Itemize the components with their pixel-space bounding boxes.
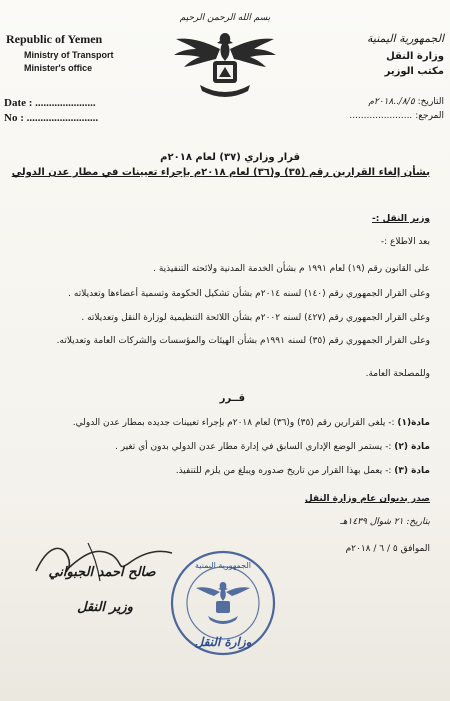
- article-text: :- يستمر الوضع الإداري السابق في إدارة مطار عدن الدولي بدون أي تغير .: [115, 442, 392, 452]
- arabic-ref-value: ......................: [349, 111, 413, 121]
- article-text: :- يعمل بهذا القرار من تاريخ صدوره ويبلغ من يلزم للتنفيذ.: [175, 466, 392, 476]
- stamp-bottom-text: وزارة النقل: [194, 635, 252, 649]
- article-row: [5, 418, 430, 428]
- decides-heading: قــرر: [219, 393, 245, 404]
- decree-title: قرار وزاري (٣٧) لعام ٢٠١٨م: [160, 152, 300, 163]
- arabic-ministry: وزارة النقل: [386, 51, 444, 62]
- preamble-item: وعلى القرار الجمهوري رقم (٣٥) لسنه ١٩٩١م بشأن الهيئات والمؤسسات والشركات العامة وتعديلاته.: [56, 336, 430, 346]
- preamble-item: وعلى القرار الجمهوري رقم (١٤٠) لسنه ٢٠١٤م بشأن تشكيل الحكومة وتسمية أعضاءها وتعديلاته .: [68, 289, 430, 299]
- english-office: Minister's office: [24, 63, 93, 73]
- yemen-eagle-emblem-icon: [170, 27, 280, 105]
- hijri-date: بتاريخ: ٢١ شوال ١٤٣٩هـ: [340, 517, 430, 527]
- arabic-date-row: [284, 95, 444, 109]
- basmala: بسم الله الرحمن الرحيم: [179, 13, 271, 23]
- arabic-ref-label: المرجع:: [415, 111, 444, 121]
- ministry-stamp-icon: [168, 548, 278, 658]
- signatory-name: صالح احمد الجبواني: [48, 565, 156, 580]
- article-row: [5, 442, 430, 452]
- article-number: مادة (٣): [394, 466, 430, 476]
- arabic-office: مكتب الوزير: [384, 66, 444, 77]
- decree-addressee: وزير النقل :-: [371, 214, 430, 224]
- arabic-letterhead: [304, 32, 444, 77]
- stamp-top-text: الجمهورية اليمنية: [194, 561, 252, 570]
- article-row: [5, 466, 430, 476]
- arabic-date-value: ٨/٥/..٢٠١٨م: [368, 97, 415, 107]
- english-republic: Republic of Yemen: [6, 32, 103, 46]
- article-number: مادة (٢): [394, 442, 430, 452]
- preamble-item: وعلى القرار الجمهوري رقم (٤٢٧) لسنه ٢٠٠٢م بشأن اللائحة التنظيمية لوزارة النقل وتعديلاته .: [81, 313, 430, 323]
- arabic-date-label: التاريخ:: [417, 97, 444, 107]
- english-no-label: No : ..........................: [4, 112, 99, 124]
- english-letterhead: [6, 32, 156, 73]
- article-number: مادة(١): [397, 418, 430, 428]
- signatory-role: وزير النقل: [77, 600, 133, 615]
- preamble-item: وللمصلحة العامة.: [365, 369, 430, 379]
- preamble-intro: بعد الاطلاع :-: [380, 237, 430, 247]
- english-ministry: Ministry of Transport: [24, 50, 114, 60]
- english-meta: [4, 96, 98, 126]
- article-text: :- يلغى القرارين رقم (٣٥) و(٣٦) لعام ٢٠١٨م بإجراء تعيينات جديده بمطار عدن الدولي.: [72, 418, 395, 428]
- gregorian-date: الموافق ٥ / ٦ / ٢٠١٨م: [345, 544, 430, 554]
- preamble-item: على القانون رقم (١٩) لعام ١٩٩١ م بشأن الخدمة المدنية ولائحته التنفيذية .: [153, 264, 430, 274]
- english-date-label: Date : ......................: [4, 97, 96, 109]
- arabic-meta: [284, 95, 444, 123]
- arabic-republic: الجمهورية اليمنية: [366, 32, 444, 45]
- arabic-ref-row: [284, 109, 444, 123]
- decree-subject: بشأن إلغاء القرارين رقم (٣٥) و(٣٦) لعام ٢٠١٨م بإجراء تعيينات في مطار عدن الدولي: [11, 167, 430, 178]
- issued-line: صدر بديوان عام وزارة النقل: [304, 494, 430, 504]
